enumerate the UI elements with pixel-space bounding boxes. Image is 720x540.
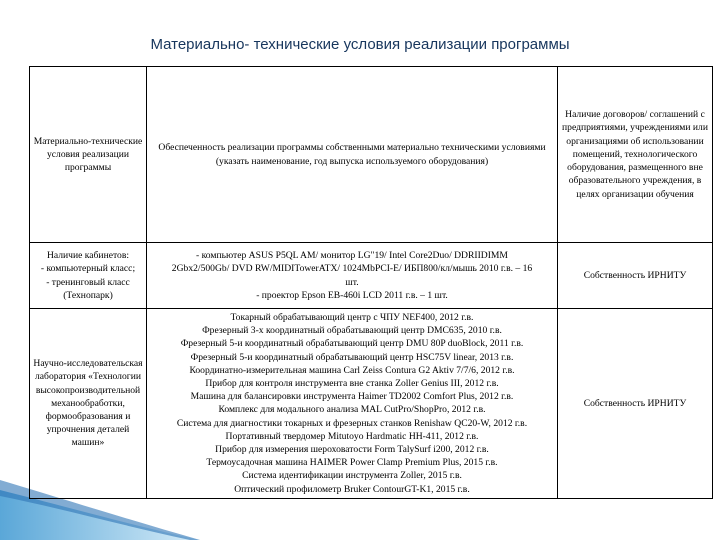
- header-cell-conditions: Материально-технические условия реализации программы: [30, 67, 147, 243]
- cell-line: Прибор для измерения шероховатости Form TalySurf i200, 2012 г.в.: [215, 444, 489, 456]
- cell-line: Комплекс для модального анализа MAL CutPro/ShopPro, 2012 г.в.: [218, 404, 486, 416]
- row-label-cell: Научно-исследовательская лаборатория «Технологии высокопроизводительной механообработки, формообразования и упрочнения деталей машин»: [30, 309, 147, 499]
- ownership-cell: Собственность ИРНИТУ: [558, 243, 713, 309]
- table-header-row: [30, 67, 713, 243]
- cell-line: Портативный твердомер Mitutoyo Hardmatic HH-411, 2012 г.в.: [225, 430, 479, 442]
- cell-line: Система для диагностики токарных и фрезерных станков Renishaw QC20-W, 2012 г.в.: [176, 417, 528, 429]
- resources-table: [29, 66, 713, 499]
- row-label-cell: [30, 243, 147, 309]
- cell-line: Токарный обрабатывающий центр с ЧПУ NEF400, 2012 г.в.: [230, 312, 474, 323]
- cell-line: Система идентификации инструмента Zoller, 2015 г.в.: [242, 470, 462, 482]
- cell-line: - тренинговый класс (Технопарк): [46, 276, 130, 301]
- cell-line: Оптический профилометр Bruker ContourGT-K1, 2015 г.в.: [234, 483, 470, 495]
- equipment-cell: [147, 309, 558, 499]
- table-row: [30, 309, 713, 499]
- page-title: Материально- технические условия реализации программы: [150, 36, 570, 53]
- cell-line: - компьютерный класс;: [40, 263, 136, 275]
- header-cell-provision: Обеспеченность реализации программы собственными материально техническими условиями (указать наименование, год выпуска используемого оборудования): [147, 67, 558, 243]
- cell-line: - проектор Epson EB-460i LCD 2011 г.в. – 1 шт.: [256, 289, 448, 301]
- cell-line: Фрезерный 5-и координатный обрабатывающий центр HSC75V linear, 2013 г.в.: [190, 351, 514, 363]
- cell-line: Прибор для контроля инструмента вне станка Zoller Genius III, 2012 г.в.: [205, 378, 499, 390]
- table-row: [30, 243, 713, 309]
- cell-line: - компьютер ASUS P5QL AM/ монитор LG"19/ Intel Core2Duo/ DDRIIDIMM 2Gbx2/500Gb/ DVD RW/MIDITowerATX/ 1024MbPCI-E/ ИБП800/кл/мышь 2010 г.в. – 16 шт.: [171, 250, 533, 288]
- cell-line: Наличие кабинетов:: [46, 250, 130, 262]
- cell-line: Машина для балансировки инструмента Haimer TD2002 Comfort Plus, 2012 г.в.: [190, 391, 514, 403]
- header-cell-agreements: Наличие договоров/ соглашений с предприятиями, учреждениями или организациями об использовании помещений, технологического оборудования, размещенного вне образовательного учреждения, в целях организации обучения: [558, 67, 713, 243]
- cell-line: Фрезерный 3-х координатный обрабатывающий центр DMC635, 2010 г.в.: [202, 325, 502, 337]
- equipment-cell: [147, 243, 558, 309]
- cell-line: Термоусадочная машина HAIMER Power Clamp Premium Plus, 2015 г.в.: [206, 457, 498, 469]
- cell-line: Фрезерный 5-и координатный обрабатывающий центр DMU 80P duoBlock, 2011 г.в.: [180, 338, 524, 350]
- cell-line: Координатно-измерительная машина Carl Zeiss Contura G2 Aktiv 7/7/6, 2012 г.в.: [189, 364, 515, 376]
- ownership-cell: Собственность ИРНИТУ: [558, 309, 713, 499]
